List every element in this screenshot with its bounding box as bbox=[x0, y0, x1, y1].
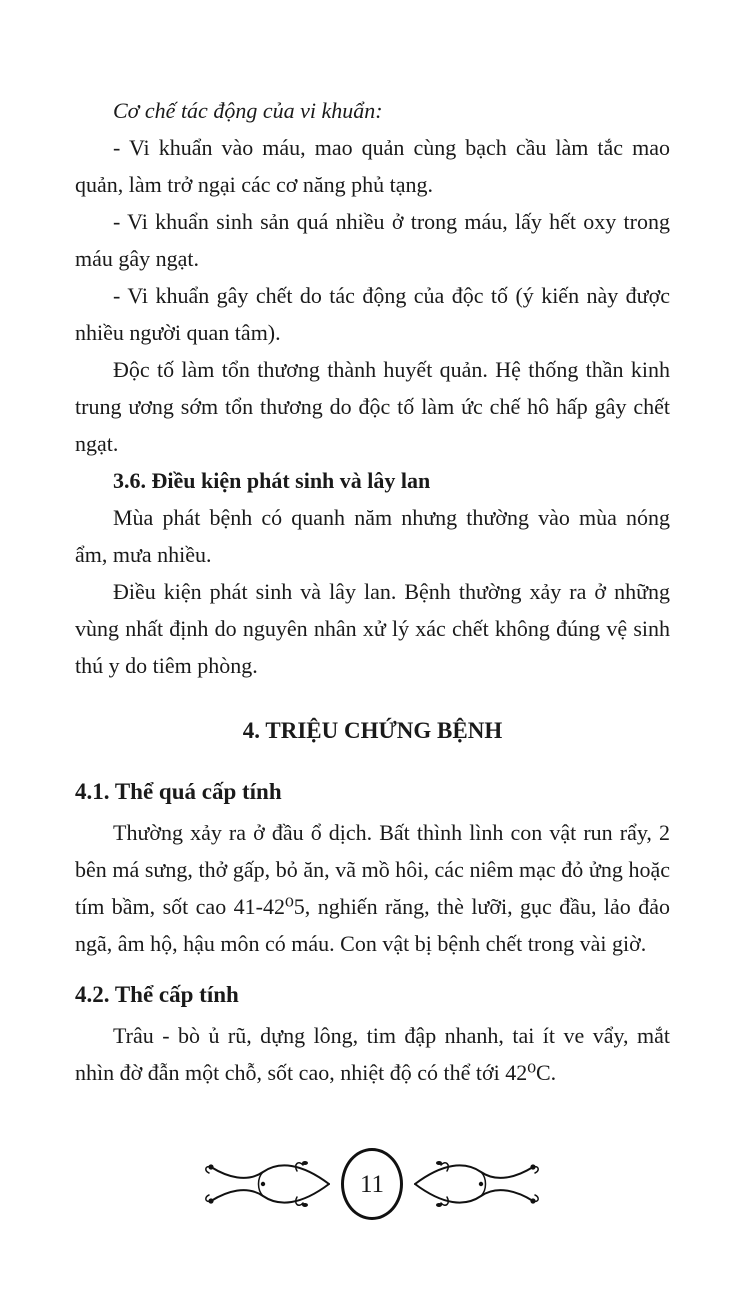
page-number: 11 bbox=[341, 1148, 403, 1220]
paragraph-acute: Trâu - bò ủ rũ, dựng lông, tim đập nhanh, tai ít ve vẩy, mắt nhìn đờ đẫn một chỗ, sốt cao, nhiệt độ có thể tới 42⁰C. bbox=[75, 1023, 670, 1085]
paragraph-conditions: Điều kiện phát sinh và lây lan. Bệnh thường xảy ra ở những vùng nhất định do nguyên nhân xử lý xác chết không đúng vệ sinh thú y do tiêm phòng. bbox=[75, 579, 670, 678]
flourish-left-icon bbox=[201, 1149, 331, 1219]
flourish-right-icon bbox=[413, 1149, 543, 1219]
paragraph-mechanism-title: Cơ chế tác động của vi khuẩn: bbox=[113, 98, 383, 123]
chapter-heading-4: 4. TRIỆU CHỨNG BỆNH bbox=[242, 718, 503, 743]
paragraph-bullet-3: - Vi khuẩn gây chết do tác động của độc tố (ý kiến này được nhiều người quan tâm). bbox=[75, 283, 670, 345]
section-heading-4-1: 4.1. Thể quá cấp tính bbox=[75, 779, 282, 804]
paragraph-season: Mùa phát bệnh có quanh năm nhưng thường vào mùa nóng ẩm, mưa nhiều. bbox=[75, 505, 670, 567]
paragraph-bullet-2: - Vi khuẩn sinh sản quá nhiều ở trong máu, lấy hết oxy trong máu gây ngạt. bbox=[75, 209, 670, 271]
page-footer bbox=[0, 1148, 744, 1220]
section-heading-3-6: 3.6. Điều kiện phát sinh và lây lan bbox=[113, 468, 431, 493]
section-heading-4-2: 4.2. Thể cấp tính bbox=[75, 982, 239, 1007]
paragraph-bullet-1: - Vi khuẩn vào máu, mao quản cùng bạch cầu làm tắc mao quản, làm trở ngại các cơ năng phủ tạng. bbox=[75, 135, 670, 197]
paragraph-peracute: Thường xảy ra ở đầu ổ dịch. Bất thình lình con vật run rẩy, 2 bên má sưng, thở gấp, bỏ ăn, vã mồ hôi, các niêm mạc đỏ ửng hoặc tím bầm, sốt cao 41-42⁰5, nghiến răng, thè lưỡi, gục đầu, lảo đảo ngã, âm hộ, hậu môn có máu. Con vật bị bệnh chết trong vài giờ. bbox=[75, 820, 670, 956]
paragraph-toxin: Độc tố làm tổn thương thành huyết quản. Hệ thống thần kinh trung ương sớm tổn thương do độc tố làm ức chế hô hấp gây chết ngạt. bbox=[75, 357, 670, 456]
